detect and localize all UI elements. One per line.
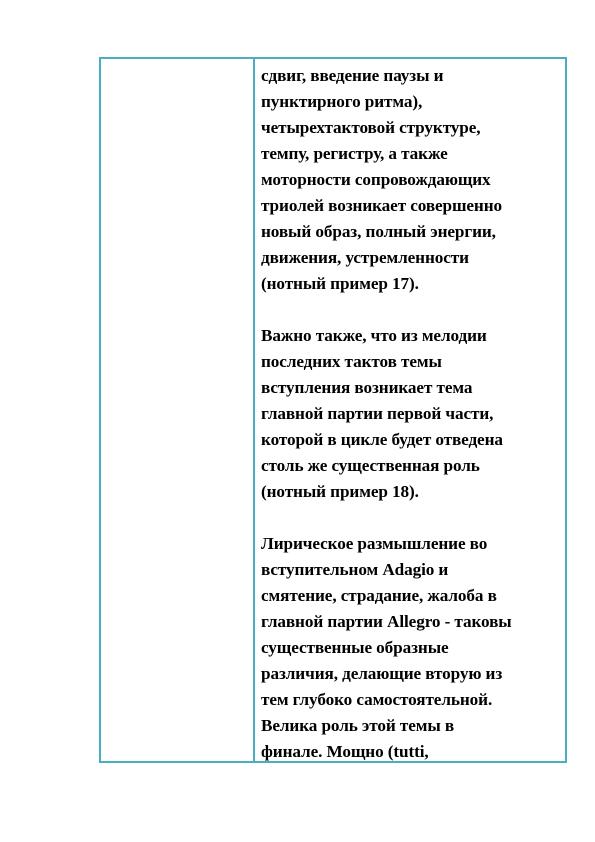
text-line: (нотный пример 18). [261, 482, 419, 501]
text-line: столь же существенная роль [261, 456, 480, 475]
text-line: различия, делающие вторую из [261, 664, 503, 683]
text-line: вступления возникает тема [261, 378, 473, 397]
text-line: движения, устремленности [261, 248, 469, 267]
text-line: триолей возникает совершенно [261, 196, 503, 215]
text-line: последних тактов темы [261, 352, 442, 371]
text-line: темпу, регистру, а также [261, 144, 448, 163]
text-line: четырехтактовой структуре, [261, 118, 481, 137]
text-line: Велика роль этой темы в [261, 716, 455, 735]
text-line: Важно также, что из мелодии [261, 326, 487, 345]
text-line: смятение, страдание, жалоба в [261, 586, 497, 605]
text-line: новый образ, полный энергии, [261, 222, 496, 241]
text-line: сдвиг, введение паузы и [261, 66, 444, 85]
text-line: вступительном Adagio и [261, 560, 449, 579]
text-line: Лирическое размышление во [261, 534, 488, 553]
paragraph-2 [261, 323, 557, 505]
text-line: главной партии первой части, [261, 404, 494, 423]
text-line: (нотный пример 17). [261, 274, 419, 293]
text-line: моторности сопровождающих [261, 170, 491, 189]
table-left-cell [101, 59, 255, 761]
paragraph-1 [261, 63, 557, 297]
text-line: существенные образные [261, 638, 449, 657]
text-line: тем глубоко самостоятельной. [261, 690, 493, 709]
text-line: финале. Мощно (tutti, [261, 742, 429, 761]
text-line: которой в цикле будет отведена [261, 430, 503, 449]
paragraph-3 [261, 531, 557, 761]
text-line: пунктирного ритма), [261, 92, 423, 111]
content-table [99, 57, 567, 763]
table-right-cell [255, 59, 565, 761]
text-line: главной партии Allegro - таковы [261, 612, 512, 631]
